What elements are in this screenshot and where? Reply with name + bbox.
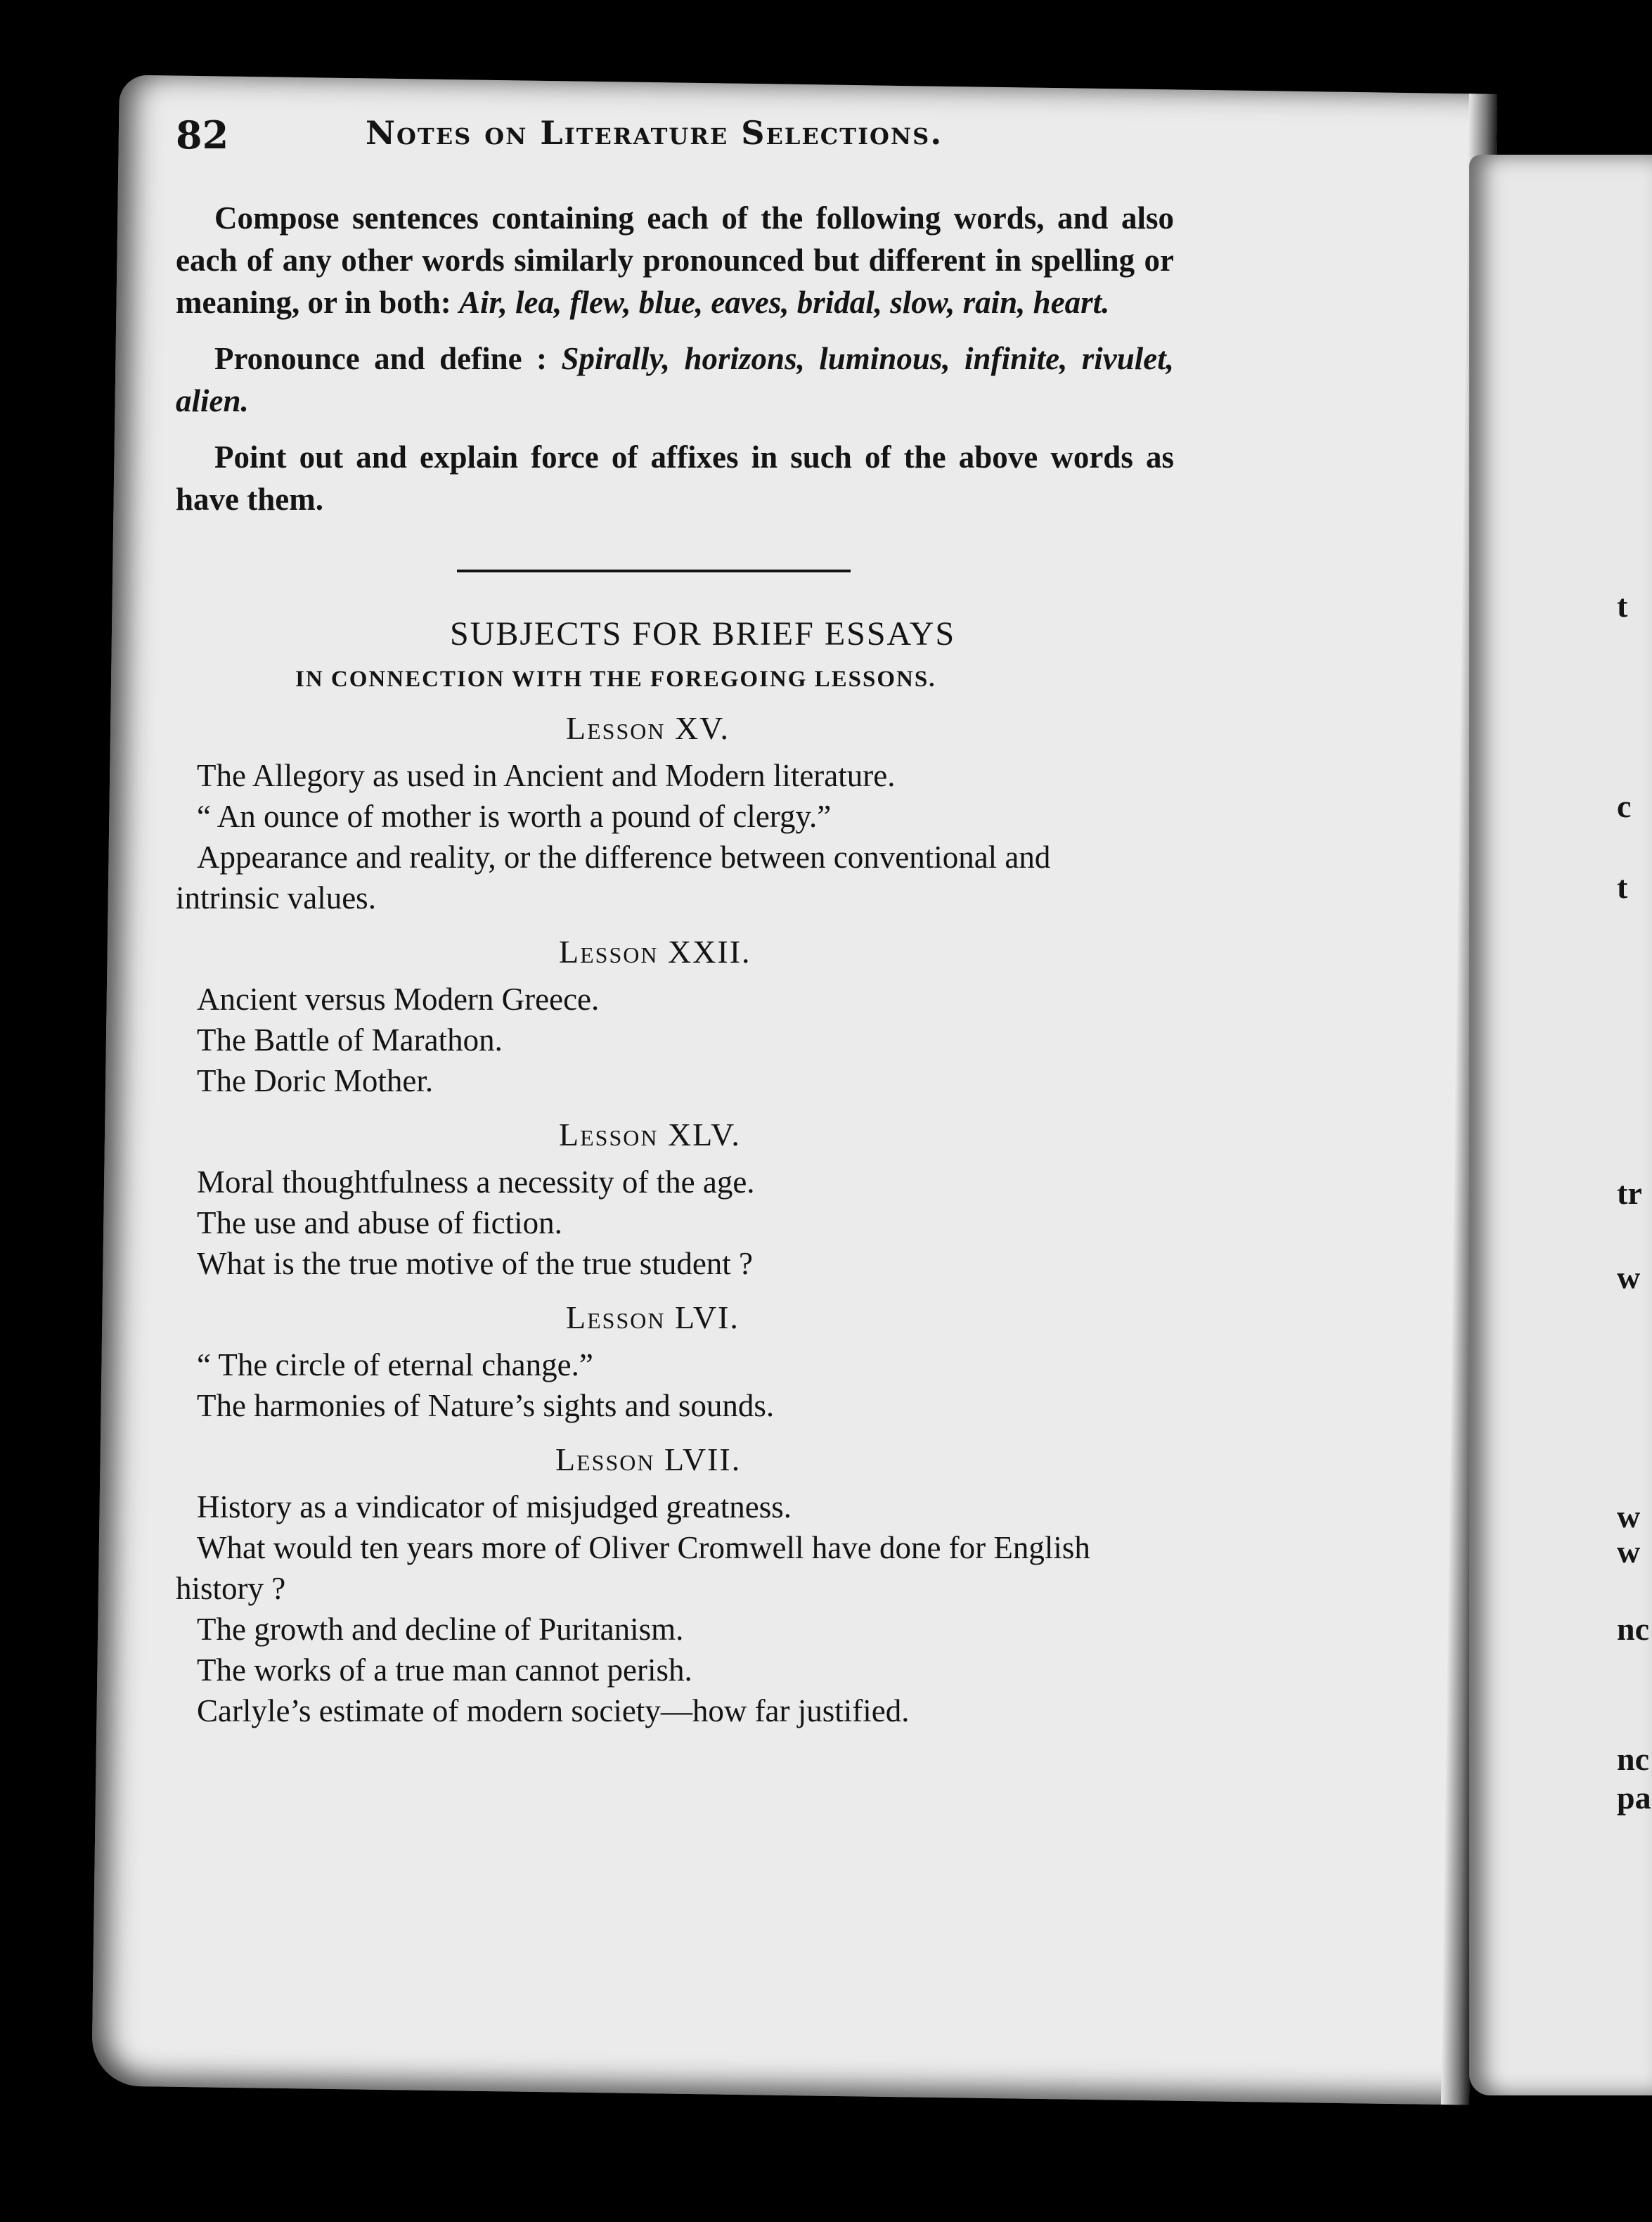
essay-topic: “ An ounce of mother is worth a pound of clergy.” xyxy=(197,799,832,834)
essay-topic: The harmonies of Nature’s sights and sounds. xyxy=(197,1388,775,1423)
running-title: Notes on Literature Selections. xyxy=(366,114,943,152)
facing-page-fragment: t xyxy=(1617,869,1628,905)
lesson-heading: Lesson LVII. xyxy=(555,1441,742,1477)
section-divider xyxy=(457,570,851,572)
facing-page-fragment: nc xyxy=(1617,1611,1649,1647)
exercise-text: Point out and explain force of affixes in such of the above words as have them. xyxy=(176,439,1174,517)
essay-topic: The works of a true man cannot perish. xyxy=(197,1652,692,1688)
exercise-text: Pronounce and define : xyxy=(214,341,548,376)
essay-topic: Moral thoughtfulness a necessity of the age. xyxy=(197,1164,755,1200)
exercise-text: Compose sentences containing each of the following words, and also each of any other words similarly pronounced but different in spelling or meaning, or in both: xyxy=(176,200,1174,320)
essay-topic: The Battle of Marathon. xyxy=(197,1022,503,1058)
lesson-group xyxy=(176,709,1272,918)
essay-topic: Carlyle’s estimate of modern society—how far justified. xyxy=(197,1693,910,1728)
facing-page-fragment: w xyxy=(1617,1534,1641,1569)
page-number: 82 xyxy=(176,113,229,158)
facing-page-fragment: tr xyxy=(1617,1175,1642,1211)
essay-topic: “ The circle of eternal change.” xyxy=(197,1347,593,1382)
exercise-word-list: Air, lea, flew, blue, eaves, bridal, slow, rain, heart. xyxy=(458,285,1110,320)
exercise-word-list: Spirally, horizons, luminous, infinite, rivulet, alien. xyxy=(176,341,1175,418)
essay-topic: What would ten years more of Oliver Cromwell have done for English history ? xyxy=(176,1530,1090,1606)
lesson-heading: Lesson XLV. xyxy=(559,1117,741,1152)
running-head xyxy=(176,113,1272,197)
lesson-group xyxy=(176,1440,1272,1731)
section-subtitle: IN CONNECTION WITH THE FOREGOING LESSONS. xyxy=(295,667,936,692)
facing-page-fragment: w xyxy=(1617,1498,1641,1534)
essay-topic: The use and abuse of fiction. xyxy=(197,1205,562,1240)
essay-topic: The Doric Mother. xyxy=(197,1063,434,1098)
essay-topic: The growth and decline of Puritanism. xyxy=(197,1612,684,1647)
lesson-heading: Lesson LVI. xyxy=(566,1299,740,1335)
facing-page-fragment: w xyxy=(1617,1259,1641,1295)
essay-topic: History as a vindicator of misjudged greatness. xyxy=(197,1489,792,1524)
lesson-heading: Lesson XV. xyxy=(566,710,730,746)
section-title: SUBJECTS FOR BRIEF ESSAYS xyxy=(450,615,956,653)
lesson-heading: Lesson XXII. xyxy=(559,934,751,970)
lesson-group xyxy=(176,1298,1272,1426)
facing-page-fragment: nc xyxy=(1617,1741,1649,1777)
facing-page-fragment: pa xyxy=(1617,1780,1651,1816)
exercise-paragraph xyxy=(176,197,1174,323)
essay-topic: Ancient versus Modern Greece. xyxy=(197,982,600,1017)
essay-topic: What is the true motive of the true student ? xyxy=(197,1246,754,1281)
essay-topic: Appearance and reality, or the difference between conventional and intrinsic values. xyxy=(176,840,1051,916)
lesson-group xyxy=(176,1115,1272,1284)
lesson-group xyxy=(176,932,1272,1101)
facing-page-fragment: c xyxy=(1617,788,1632,824)
exercise-paragraph xyxy=(176,338,1174,422)
page-content xyxy=(176,113,1272,1731)
essay-topic: The Allegory as used in Ancient and Modern literature. xyxy=(197,758,896,793)
facing-page-fragment: t xyxy=(1617,588,1628,624)
exercise-paragraph xyxy=(176,436,1174,520)
